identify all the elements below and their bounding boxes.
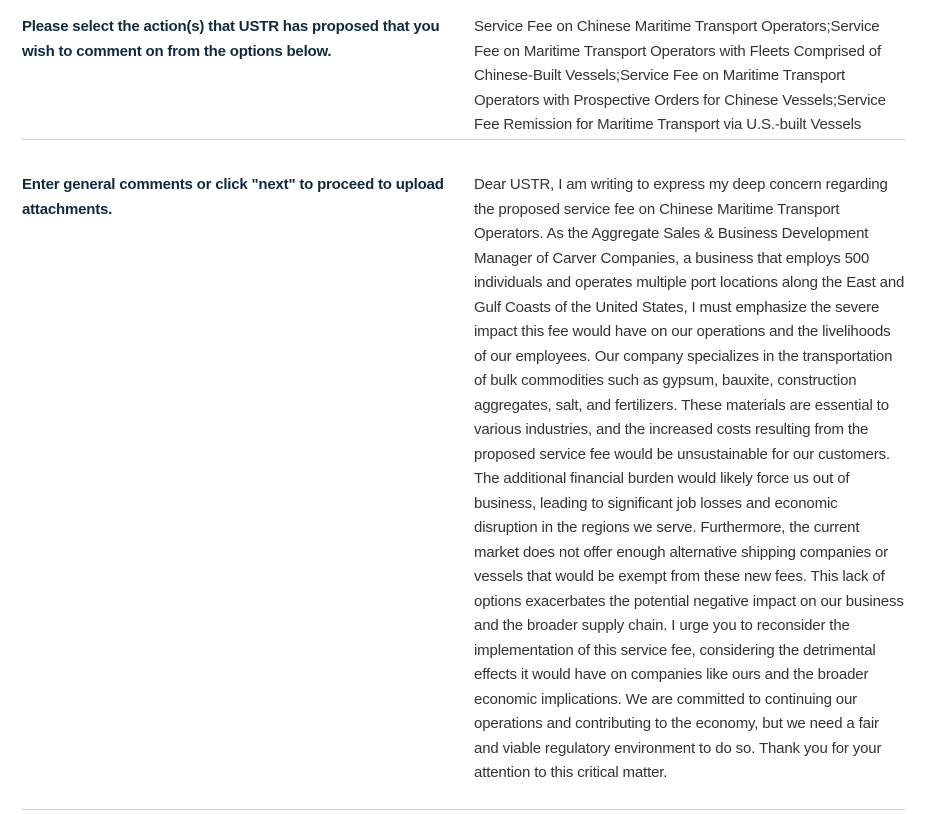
qa-row-proposed-actions [22,0,905,140]
answer-value: Service Fee on Chinese Maritime Transport Operators;Service Fee on Maritime Transport Operators with Fleets Comprised of Chinese-Built Vessels;Service Fee on Maritime Transport Operators with Prospective Orders for Chinese Vessels;Service Fee Remission for Maritime Transport via U.S.-built Vessels [474,18,886,133]
question-label: Please select the action(s) that USTR has proposed that you wish to comment on from the options below. [22,18,440,60]
qa-row-general-comments [22,140,905,810]
comment-summary-list [22,0,905,810]
answer-value: Dear USTR, I am writing to express my deep concern regarding the proposed service fee on Chinese Maritime Transport Operators. As the Aggregate Sales & Business Development Manager of Carver Companies, a business that employs 500 individuals and operates multiple port locations along the East and Gulf Coasts of the United States, I must emphasize the severe impact this fee would have on our operations and the livelihoods of our employees. Our company specializes in the transportation of bulk commodities such as gypsum, bauxite, construction aggregates, salt, and fertilizers. These materials are essential to various industries, and the increased costs resulting from the proposed service fee would be unsustainable for our customers. The additional financial burden would likely force us out of business, leading to significant job losses and economic disruption in the regions we serve. Furthermore, the current market does not offer enough alternative shipping companies or vessels that would be exempt from these new fees. This lack of options exacerbates the potential negative impact on our business and the broader supply chain. I urge you to reconsider the implementation of this service fee, considering the detrimental effects it would have on companies like ours and the broader economic implications. We are committed to continuing our operations and contributing to the economy, but we need a fair and viable regulatory environment to do so. Thank you for your attention to this critical matter. [474,176,905,781]
question-label: Enter general comments or click "next" to proceed to upload attachments. [22,176,444,218]
